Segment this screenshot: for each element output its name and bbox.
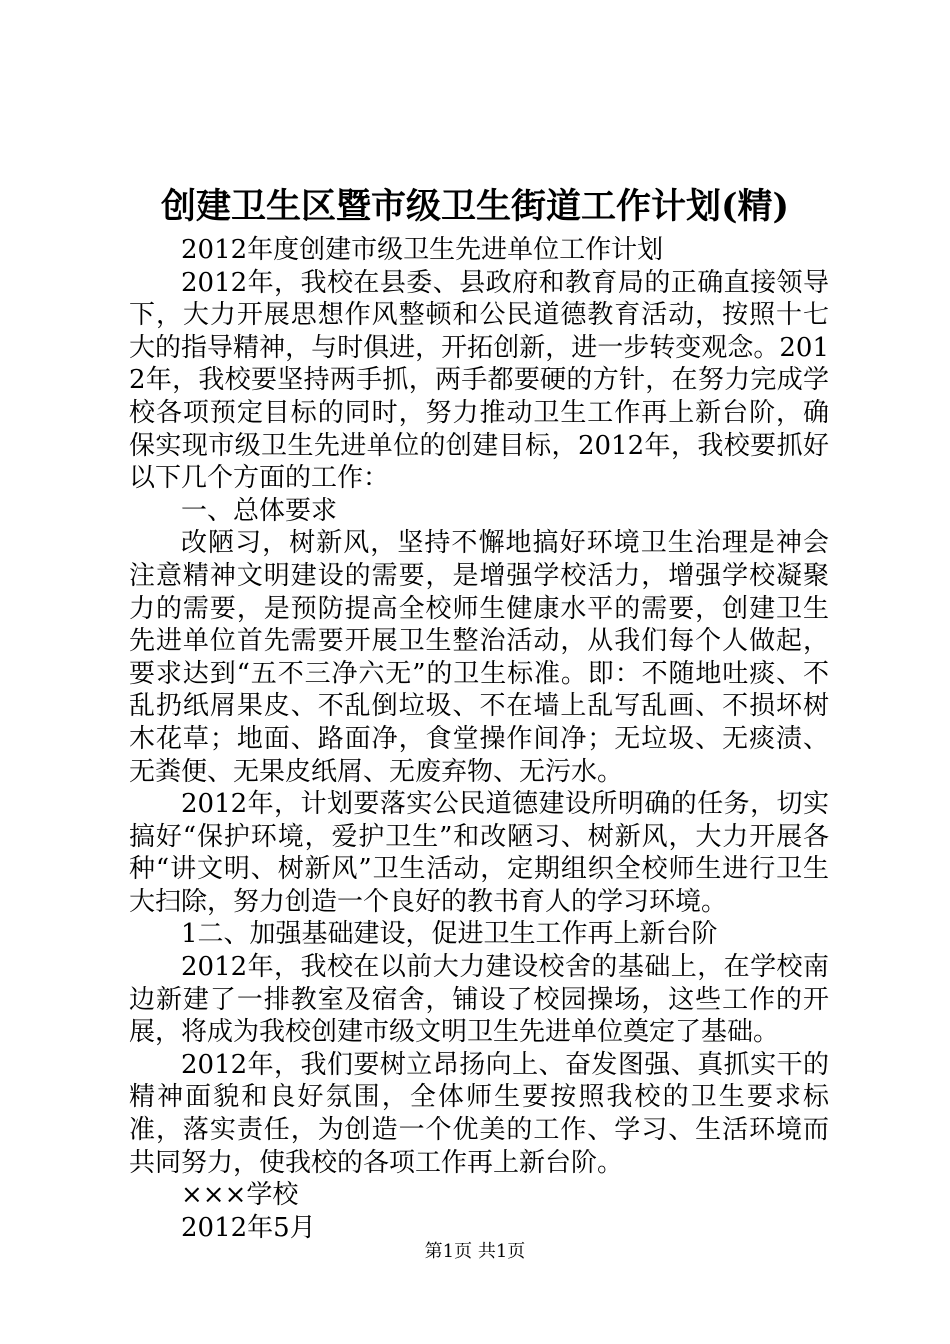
section-heading-infrastructure: 1二、加强基础建设，促进卫生工作再上新台阶 xyxy=(181,919,718,950)
paragraph-intro: 2012年，我校在县委、县政府和教育局的正确直接领导下，大力开展思想作风整顿和公民道德教育活动，按照十七大的指导精神，与时俱进，开拓创新，进一步转变观念。2012年，我校要坚持两手抓，两手都要硬的方针，在努力完成学校各项预定目标的同时，努力推动卫生工作再上新台阶，确保实现市级卫生先进单位的创建目标，2012年，我校要抓好以下几个方面的工作： xyxy=(129,267,829,494)
paragraph-goals: 2012年，我们要树立昂扬向上、奋发图强、真抓实干的精神面貌和良好氛围，全体师生要按照我校的卫生要求标准，落实责任，为创造一个优美的工作、学习、生活环境而共同努力，使我校的各项工作再上新台阶。 xyxy=(129,1049,829,1178)
page-footer: 第1页 共1页 xyxy=(424,1241,526,1262)
section-heading-general: 一、总体要求 xyxy=(181,495,338,526)
paragraph-requirements: 改陋习，树新风，坚持不懈地搞好环境卫生治理是神会注意精神文明建设的需要，是增强学校活力，增强学校凝聚力的需要，是预防提高全校师生健康水平的需要，创建卫生先进单位首先需要开展卫生整治活动，从我们每个人做起，要求达到“五不三净六无”的卫生标准。即：不随地吐痰、不乱扔纸屑果皮、不乱倒垃圾、不在墙上乱写乱画、不损坏树木花草；地面、路面净，食堂操作间净；无垃圾、无痰渍、无粪便、无果皮纸屑、无废弃物、无污水。 xyxy=(129,528,829,787)
paragraph-infrastructure: 2012年，我校在以前大力建设校舍的基础上，在学校南边新建了一排教室及宿舍，铺设了校园操场，这些工作的开展，将成为我校创建市级文明卫生先进单位奠定了基础。 xyxy=(129,952,829,1048)
paragraph-plan-heading: 2012年度创建市级卫生先进单位工作计划 xyxy=(181,235,664,265)
signature-date: 2012年5月 xyxy=(181,1212,316,1243)
signature-school: ×××学校 xyxy=(181,1180,299,1211)
document-title: 创建卫生区暨市级卫生街道工作计划(精) xyxy=(160,186,790,227)
paragraph-moral-construction: 2012年，计划要落实公民道德建设所明确的任务，切实搞好“保护环境，爱护卫生”和改陋习、树新风，大力开展各种“讲文明、树新风”卫生活动，定期组织全校师生进行卫生大扫除，努力创造一个良好的教书育人的学习环境。 xyxy=(129,789,829,917)
document-body xyxy=(129,234,829,1244)
